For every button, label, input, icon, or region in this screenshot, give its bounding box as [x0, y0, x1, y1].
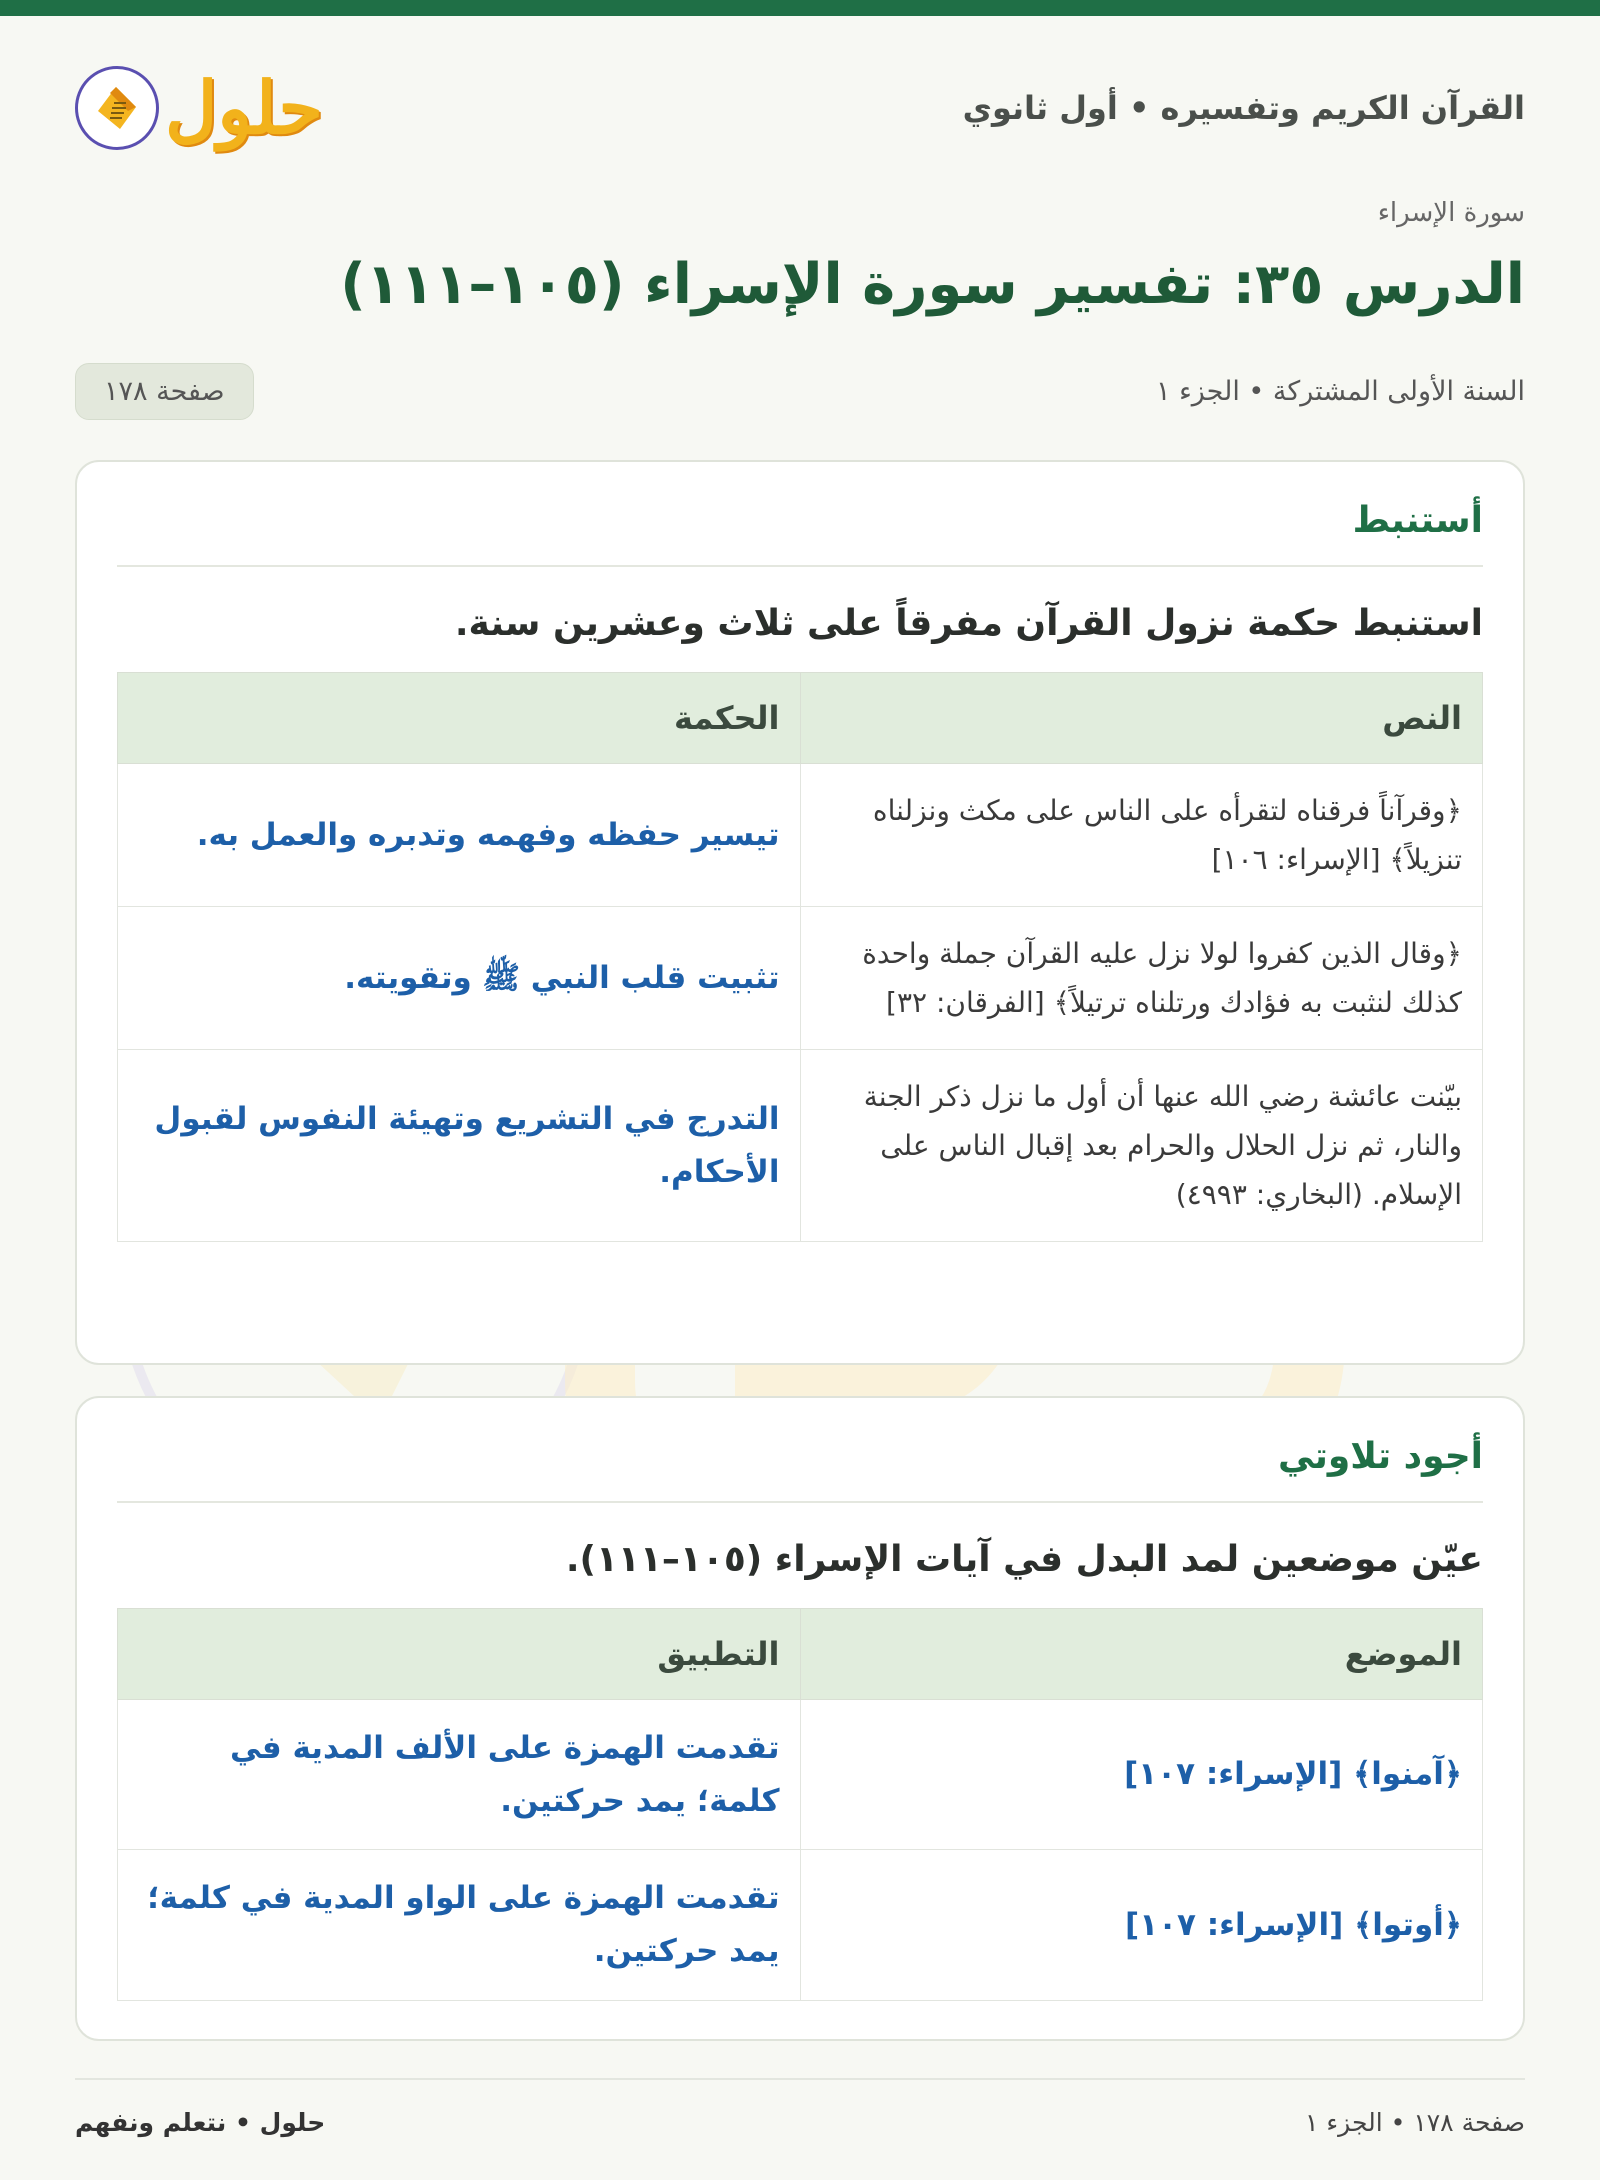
column-header-wisdom: الحكمة — [118, 673, 801, 764]
table-header-row — [118, 673, 1483, 764]
answer-cell: التدرج في التشريع وتهيئة النفوس لقبول الأحكام. — [118, 1050, 801, 1242]
text-cell: ﴿وقال الذين كفروا لولا نزل عليه القرآن جملة واحدة كذلك لنثبت به فؤادك ورتلناه ترتيلاً﴾ [الفرقان: ٣٢] — [800, 907, 1483, 1050]
card-deduce — [75, 460, 1525, 1365]
table-row — [118, 1050, 1483, 1242]
top-accent-bar — [0, 0, 1600, 16]
card-recitation — [75, 1396, 1525, 2041]
card-question: عيّن موضعين لمد البدل في آيات الإسراء (١٠٥–١١١). — [565, 1539, 1483, 1580]
card-heading: أجود تلاوتي — [117, 1428, 1483, 1503]
column-header-text: النص — [800, 673, 1483, 764]
page-badge: صفحة ١٧٨ — [75, 363, 254, 420]
answer-cell: تثبيت قلب النبي ﷺ وتقويته. — [118, 907, 801, 1050]
answer-cell: تقدمت الهمزة على الواو المدية في كلمة؛ يمد حركتين. — [118, 1850, 801, 2000]
lesson-meta-row — [75, 358, 1525, 424]
page-footer — [75, 2100, 1525, 2144]
table-row — [118, 764, 1483, 907]
book-title: القرآن الكريم وتفسيره • أول ثانوي — [962, 89, 1525, 127]
wisdom-table — [117, 672, 1483, 1242]
table-row — [118, 1850, 1483, 2000]
logo-wordmark: حلول — [165, 65, 323, 150]
footer-divider — [75, 2078, 1525, 2080]
section-label: سورة الإسراء — [1377, 198, 1525, 228]
page-header — [75, 48, 1525, 168]
text-cell: ﴿وقرآناً فرقناه لتقرأه على الناس على مكث ونزلناه تنزيلاً﴾ [الإسراء: ١٠٦] — [800, 764, 1483, 907]
answer-cell: تيسير حفظه وفهمه وتدبره والعمل به. — [118, 764, 801, 907]
card-heading: أستنبط — [117, 492, 1483, 567]
answer-cell: تقدمت الهمزة على الألف المدية في كلمة؛ يمد حركتين. — [118, 1700, 801, 1850]
footer-brand: حلول • نتعلم ونفهم — [75, 2107, 326, 2137]
table-row — [118, 1700, 1483, 1850]
table-header-row — [118, 1609, 1483, 1700]
table-row — [118, 907, 1483, 1050]
column-header-application: التطبيق — [118, 1609, 801, 1700]
book-icon — [75, 66, 159, 150]
text-cell: بيّنت عائشة رضي الله عنها أن أول ما نزل ذكر الجنة والنار، ثم نزل الحلال والحرام بعد إقبال الناس على الإسلام. (البخاري: ٤٩٩٣) — [800, 1050, 1483, 1242]
lesson-title: الدرس ٣٥: تفسير سورة الإسراء (١٠٥–١١١) — [340, 252, 1525, 317]
answer-cell: ﴿آمنوا﴾ [الإسراء: ١٠٧] — [800, 1700, 1483, 1850]
lesson-meta: السنة الأولى المشتركة • الجزء ١ — [1155, 375, 1525, 407]
madd-table — [117, 1608, 1483, 2001]
answer-cell: ﴿أوتوا﴾ [الإسراء: ١٠٧] — [800, 1850, 1483, 2000]
card-question: استنبط حكمة نزول القرآن مفرقاً على ثلاث وعشرين سنة. — [454, 603, 1483, 644]
column-header-position: الموضع — [800, 1609, 1483, 1700]
footer-page-number: صفحة ١٧٨ • الجزء ١ — [1305, 2107, 1525, 2137]
brand-logo — [75, 66, 323, 150]
